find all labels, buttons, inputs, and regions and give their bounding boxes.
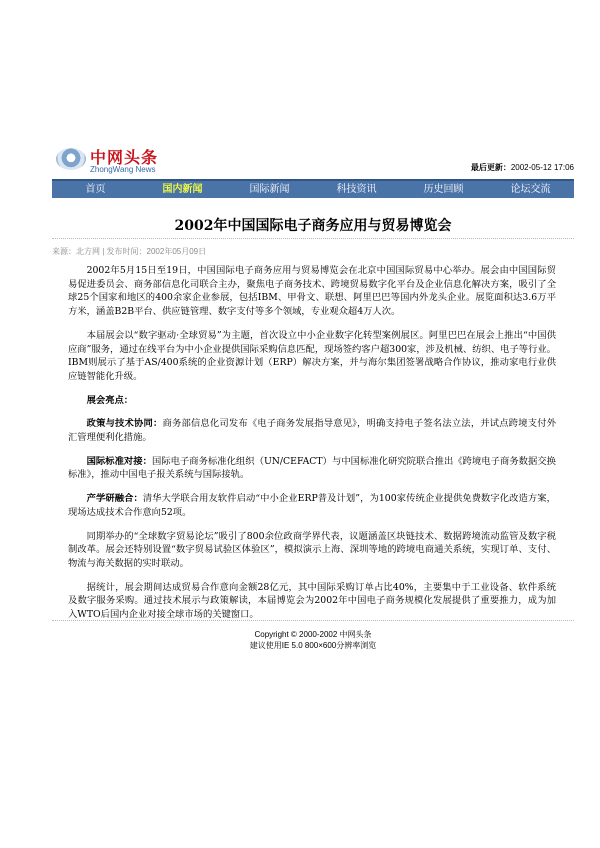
nav-item-international-news[interactable]: 国际新闻 [249,184,290,195]
footer-divider [52,620,574,621]
article-body [68,264,556,632]
nav-item-domestic-news[interactable]: 国内新闻 [162,184,203,195]
paragraph-theme: 本届展会以“数字驱动·全球贸易”为主题，首次设立中小企业数字化转型案例展区。阿里巴巴在展会上推出“中国供应商”服务，通过在线平台为中小企业提供国际采购信息匹配，现场签约客户超300家，涉及机械、纺织、电子等行业。IBM则展示了基于AS/400系统的企业资源计划（ERP）解决方案，并与海尔集团签署战略合作协议，推动家电行业供应链智能化升级。 [68,329,556,382]
logo-subtitle: ZhongWang News [90,165,156,174]
highlight-research-label: 产学研融合： [86,493,143,505]
highlight-research-text: 清华大学联合用友软件启动“中小企业ERP普及计划”，为100家传统企业提供免费数字化改造方案，现场达成技术合作意向52项。 [68,493,556,518]
site-footer [52,629,574,651]
article-title: 2002年中国国际电子商务应用与贸易博览会 [174,218,452,234]
highlight-research [68,492,556,519]
copyright-text: Copyright © 2000-2002 中网头条 [254,630,372,639]
nav-item-home[interactable]: 首页 [85,184,106,195]
last-updated [471,162,574,173]
highlight-standards [68,455,556,482]
main-nav [52,179,574,198]
highlight-policy [68,417,556,444]
paragraph-forum: 同期举办的“全球数字贸易论坛”吸引了800余位政商学界代表，议题涵盖区块链技术、数据跨境流动监管及数字税制改革。展会还特别设置“数字贸易试验区体验区”，模拟演示上海、深圳等地的跨境电商通关系统，实现订单、支付、物流与海关数据的实时联动。 [68,530,556,569]
nav-item-tech[interactable]: 科技资讯 [336,184,377,195]
highlight-policy-text: 商务部信息化司发布《电子商务发展指导意见》，明确支持电子签名法立法，并试点跨境支付外汇管理便利化措施。 [68,418,556,444]
nav-item-history[interactable]: 历史回顾 [423,184,464,195]
highlight-standards-text: 国际电子商务标准化组织（UN/CEFACT）与中国标准化研究院联合推出《跨境电子商务数据交换标准》，推动中国电子报关系统与国际接轨。 [68,455,556,481]
highlight-standards-label: 国际标准对接： [86,455,152,467]
highlights-heading: 展会亮点： [86,394,134,406]
highlight-policy-label: 政策与技术协同： [86,418,163,430]
article-meta: 来源：北方网 | 发布时间：2002年05月09日 [52,247,207,256]
logo-title[interactable]: 中网头条 [90,148,159,167]
paragraph-intro: 2002年5月15日至19日，中国国际电子商务应用与贸易博览会在北京中国国际贸易中心举办。展会由中国国际贸易促进委员会、商务部信息化司联合主办，聚焦电子商务技术、跨境贸易数字化平台及企业信息化解决方案，吸引了全球25个国家和地区的400余家企业参展，包括IBM、甲骨文、联想、阿里巴巴等国内外龙头企业。展览面积达3.6万平方米，涵盖B2B平台、供应链管理、数字支付等多个领域，专业观众超4万人次。 [68,265,556,318]
nav-item-forum[interactable]: 论坛交流 [510,184,551,195]
title-divider [52,238,574,239]
paragraph-statistics: 据统计，展会期间达成贸易合作意向金额28亿元，其中国际采购订单占比40%，主要集中于工业设备、软件系统及数字服务采购。通过技术展示与政策解读，本届博览会为2002年中国电子商务规模化发展提供了重要推力，成为加入WTO后国内企业对接全球市场的关键窗口。 [68,581,556,621]
logo-emblem-icon[interactable] [56,148,86,170]
browser-note: 建议使用IE 5.0 800×600分辨率浏览 [249,641,377,650]
site-header [52,140,574,178]
last-updated-time: 2002-05-12 17:06 [510,163,574,172]
last-updated-label: 最后更新： [470,163,511,172]
